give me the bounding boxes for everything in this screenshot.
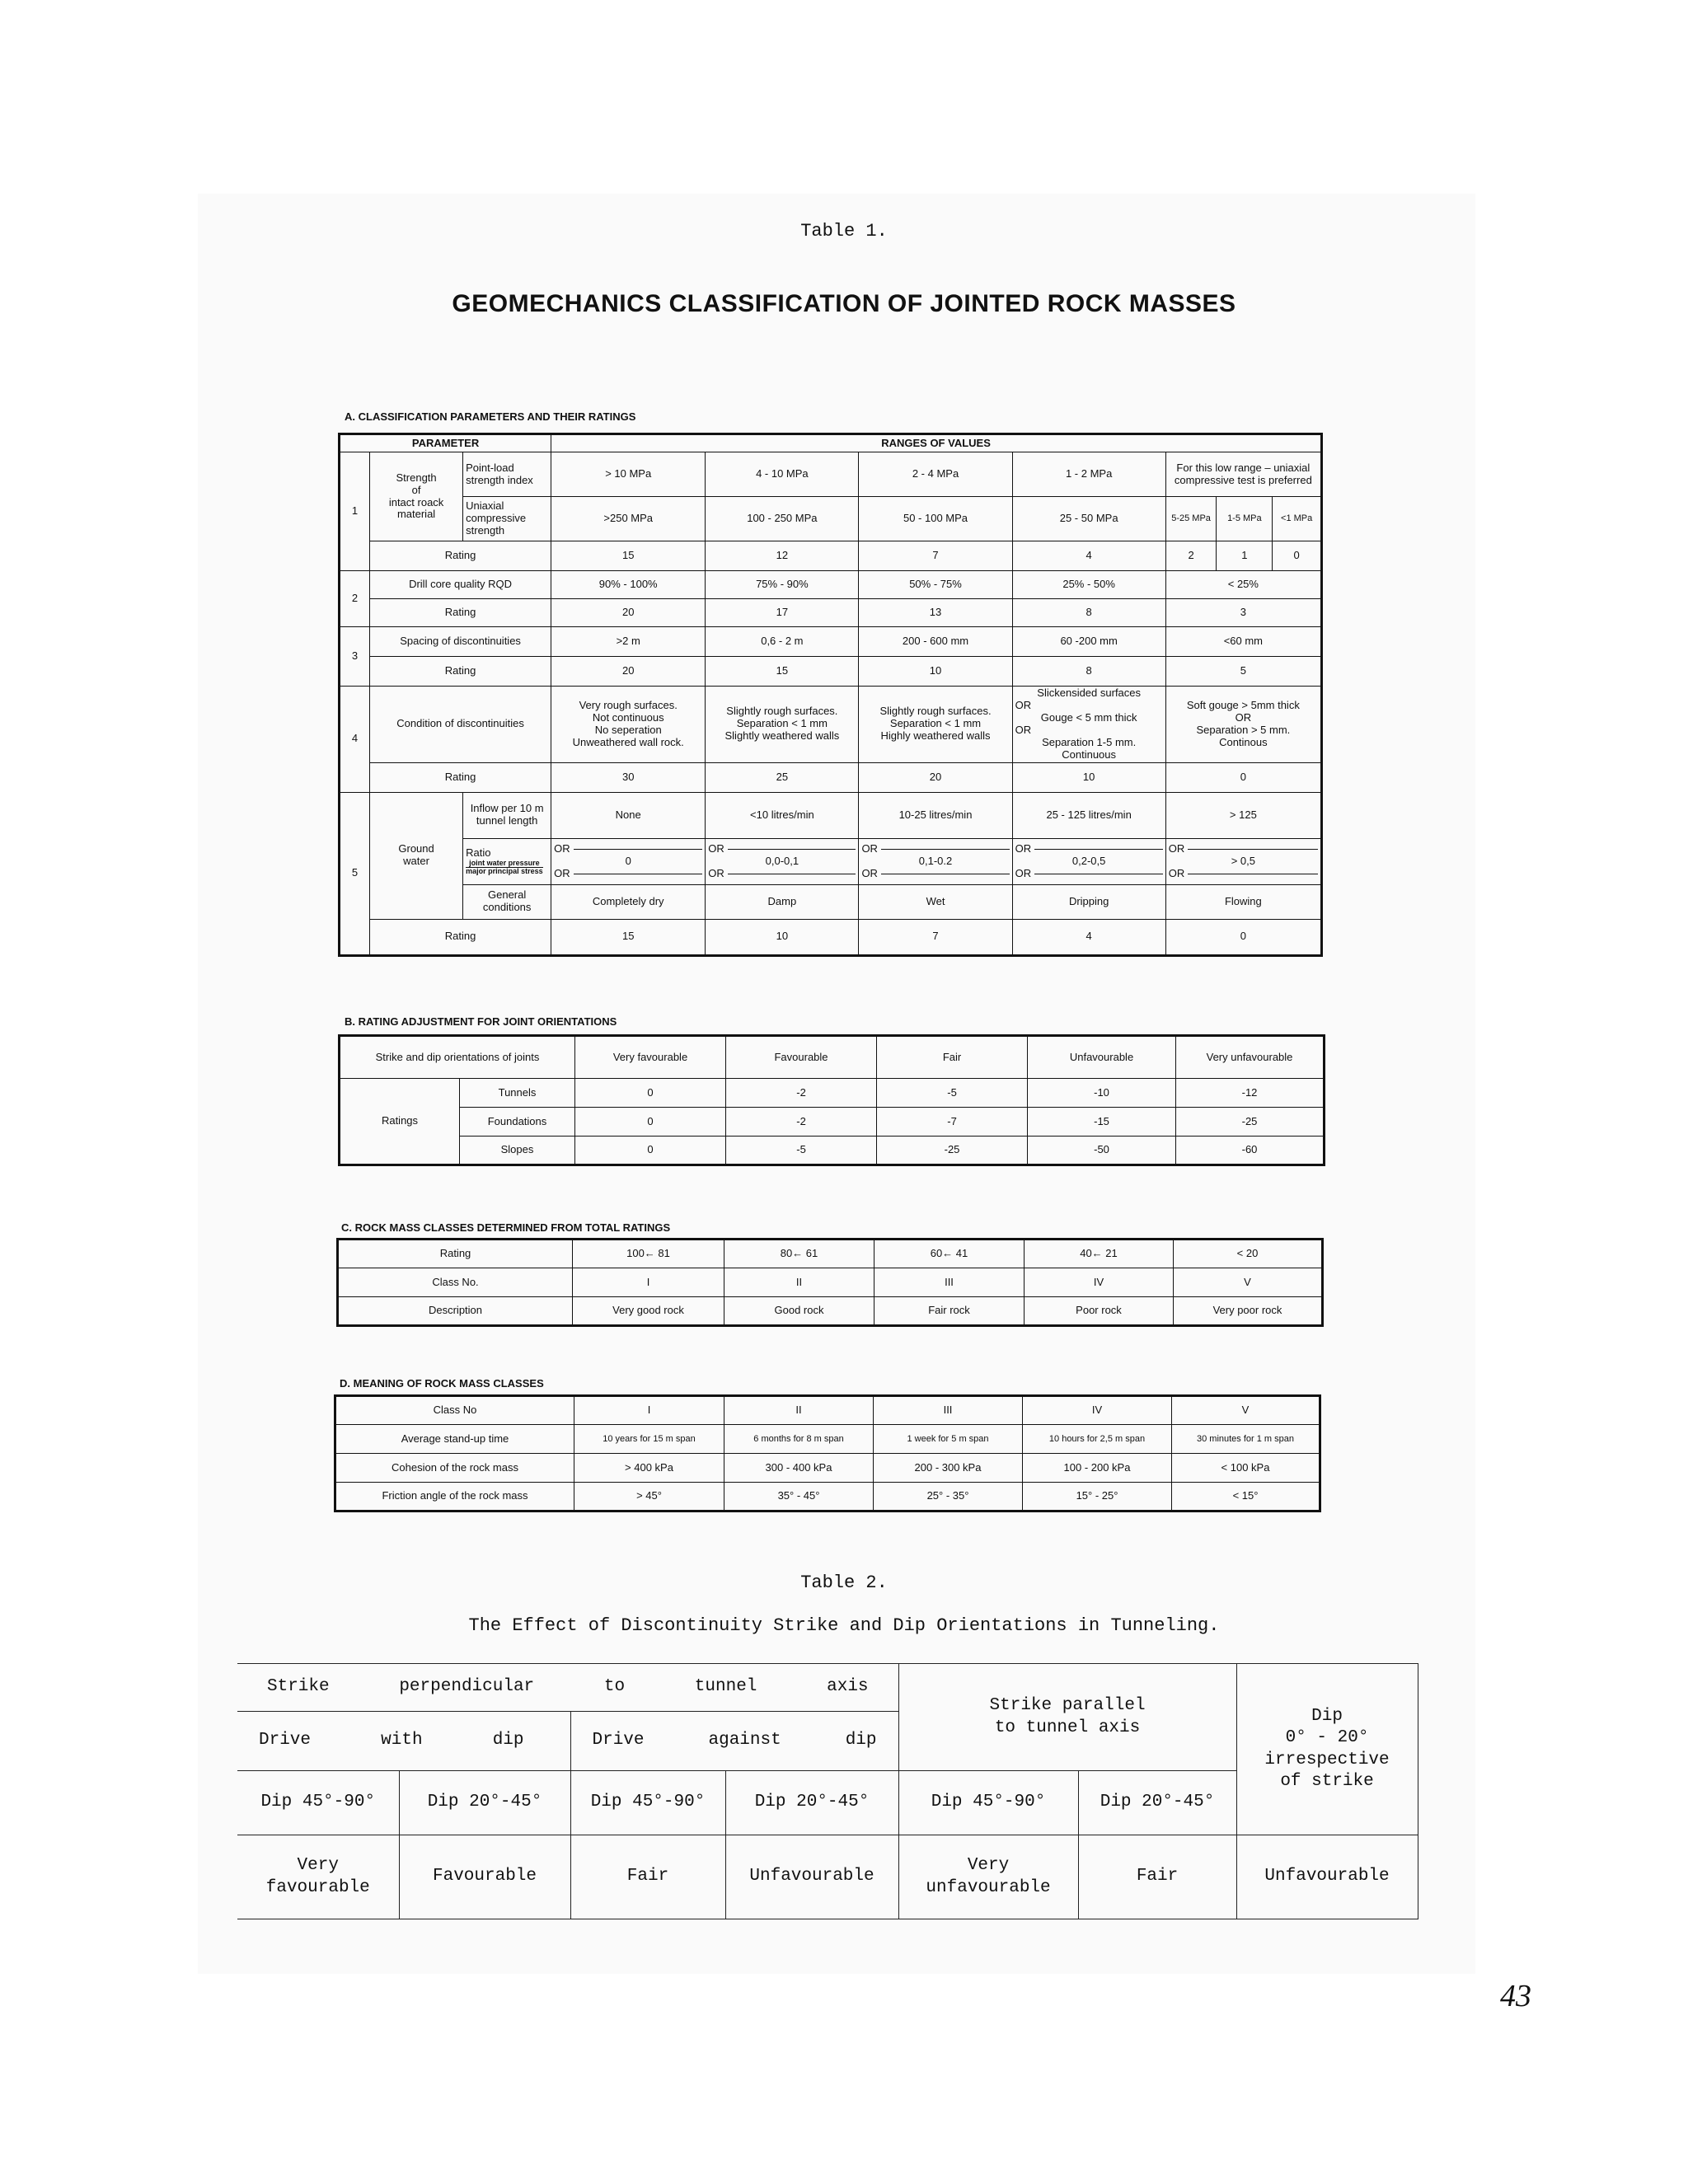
inflow-value: <10 litres/min	[706, 792, 859, 838]
general-value: Dripping	[1012, 884, 1165, 919]
param-number: 4	[340, 687, 370, 793]
meaning-of-classes-table	[334, 1394, 1321, 1512]
adjustment-value: -5	[726, 1137, 877, 1165]
ratio-value: OR 0,0-0,1 OR	[706, 838, 859, 884]
spacing-value: 0,6 - 2 m	[706, 627, 859, 657]
row-label: Slopes	[460, 1137, 575, 1165]
inflow-value: 10-25 litres/min	[859, 792, 1012, 838]
parameter-header: PARAMETER	[340, 434, 551, 452]
condition-value: Slightly rough surfaces. Separation < 1 mm Highly weathered walls	[859, 687, 1012, 763]
rating-value: 15	[551, 919, 706, 955]
row-label: Class No	[335, 1396, 574, 1425]
ucs-label: Uniaxial compressive strength	[463, 497, 551, 541]
condition-value: Soft gouge > 5mm thick OR Separation > 5 mm. Continous	[1165, 687, 1321, 763]
rating-value: 3	[1165, 599, 1321, 627]
class-value: II	[724, 1268, 874, 1297]
dip-range: Dip 45°-90°	[898, 1771, 1078, 1835]
point-load-value: > 10 MPa	[551, 452, 706, 497]
rating-value: 1	[1217, 541, 1273, 571]
meaning-value: 15° - 25°	[1023, 1483, 1172, 1511]
rating-value: 17	[706, 599, 859, 627]
ratio-value: OR 0,2-0,5 OR	[1012, 838, 1165, 884]
ucs-low-value: <1 MPa	[1273, 497, 1322, 541]
ucs-low-value: 5-25 MPa	[1165, 497, 1217, 541]
adjustment-value: -50	[1028, 1137, 1176, 1165]
meaning-value: 6 months for 8 m span	[724, 1425, 874, 1454]
adjustment-value: -2	[726, 1079, 877, 1108]
condition-value: Slickensided surfaces OR Gouge < 5 mm thick OR Separation 1-5 mm. Continuous	[1012, 687, 1165, 763]
class-value: III	[874, 1268, 1025, 1297]
general-conditions-label: General conditions	[463, 884, 551, 919]
rating-label: Rating	[370, 657, 551, 687]
rating-value: 20	[859, 762, 1012, 792]
rating-value: 0	[1165, 762, 1321, 792]
ratio-value: OR > 0,5 OR	[1165, 838, 1321, 884]
param-number: 1	[340, 452, 370, 571]
rating-value: 0	[1273, 541, 1322, 571]
meaning-value: 200 - 300 kPa	[874, 1454, 1023, 1483]
rating-value: 5	[1165, 657, 1321, 687]
result: Fair	[1078, 1835, 1236, 1919]
rating-value: 15	[706, 657, 859, 687]
rating-value: 10	[1012, 762, 1165, 792]
adjustment-value: 0	[575, 1079, 726, 1108]
spacing-label: Spacing of discontinuities	[370, 627, 551, 657]
meaning-value: II	[724, 1396, 874, 1425]
param-number: 3	[340, 627, 370, 687]
row-label: Description	[338, 1297, 573, 1326]
rqd-label: Drill core quality RQD	[370, 571, 551, 599]
dip-range: Dip 20°-45°	[1078, 1771, 1236, 1835]
rating-label: Rating	[370, 919, 551, 955]
rating-value: 2	[1165, 541, 1217, 571]
row-label: Foundations	[460, 1108, 575, 1137]
table2-caption: Table 2.	[800, 1572, 888, 1593]
adjustment-value: -25	[877, 1137, 1028, 1165]
class-value: Very good rock	[573, 1297, 724, 1326]
page-number: 43	[1500, 1979, 1531, 2013]
ucs-value: 100 - 250 MPa	[706, 497, 859, 541]
table2-title: The Effect of Discontinuity Strike and Dip Orientations in Tunneling.	[468, 1615, 1220, 1636]
rqd-value: 75% - 90%	[706, 571, 859, 599]
strike-dip-header: Strike and dip orientations of joints	[340, 1036, 575, 1079]
joint-orientation-table	[338, 1034, 1325, 1166]
rating-value: 7	[859, 919, 1012, 955]
result: Fair	[570, 1835, 725, 1919]
section-d-heading: D. MEANING OF ROCK MASS CLASSES	[340, 1377, 544, 1390]
dip-range: Dip 45°-90°	[570, 1771, 725, 1835]
meaning-value: 100 - 200 kPa	[1023, 1454, 1172, 1483]
ratings-label: Ratings	[340, 1079, 460, 1165]
inflow-value: None	[551, 792, 706, 838]
adjustment-value: -25	[1176, 1108, 1325, 1137]
meaning-value: 25° - 35°	[874, 1483, 1023, 1511]
rating-value: 8	[1012, 599, 1165, 627]
meaning-value: III	[874, 1396, 1023, 1425]
row-label: Rating	[338, 1240, 573, 1268]
rating-value: 30	[551, 762, 706, 792]
rqd-value: 25% - 50%	[1012, 571, 1165, 599]
rock-mass-classes-table	[336, 1238, 1324, 1327]
condition-label: Condition of discontinuities	[370, 687, 551, 763]
meaning-value: < 100 kPa	[1172, 1454, 1320, 1483]
meaning-value: 300 - 400 kPa	[724, 1454, 874, 1483]
meaning-value: > 45°	[574, 1483, 724, 1511]
result: Unfavourable	[1236, 1835, 1418, 1919]
adjustment-value: 0	[575, 1108, 726, 1137]
adjustment-value: -2	[726, 1108, 877, 1137]
parallel-header: Strike parallel to tunnel axis	[898, 1664, 1236, 1771]
meaning-value: > 400 kPa	[574, 1454, 724, 1483]
table1-title: GEOMECHANICS CLASSIFICATION OF JOINTED ROCK MASSES	[452, 290, 1236, 317]
rating-value: 10	[859, 657, 1012, 687]
rating-label: Rating	[370, 762, 551, 792]
rating-value: 20	[551, 599, 706, 627]
rating-value: 20	[551, 657, 706, 687]
result: Very favourable	[237, 1835, 399, 1919]
classification-parameters-table	[338, 433, 1323, 957]
ratio-label-cell: Ratio $\frac{\text{joint water pressure}}{\text{major principal stress}}$	[463, 838, 551, 884]
strike-dip-effect-table	[237, 1663, 1418, 1919]
meaning-value: I	[574, 1396, 724, 1425]
result: Very unfavourable	[898, 1835, 1078, 1919]
point-load-value: 4 - 10 MPa	[706, 452, 859, 497]
column-header: Favourable	[726, 1036, 877, 1079]
inflow-value: > 125	[1165, 792, 1321, 838]
rqd-value: < 25%	[1165, 571, 1321, 599]
ucs-value: >250 MPa	[551, 497, 706, 541]
adjustment-value: -12	[1176, 1079, 1325, 1108]
drive-against-dip: Drive against dip	[570, 1712, 898, 1771]
adjustment-value: -10	[1028, 1079, 1176, 1108]
adjustment-value: -15	[1028, 1108, 1176, 1137]
rating-label: Rating	[370, 541, 551, 571]
class-value: 100← 81	[573, 1240, 724, 1268]
column-header: Unfavourable	[1028, 1036, 1176, 1079]
rating-value: 4	[1012, 541, 1165, 571]
rqd-value: 90% - 100%	[551, 571, 706, 599]
low-range-note: For this low range – uniaxial compressive test is preferred	[1165, 452, 1321, 497]
param-number: 2	[340, 571, 370, 627]
rating-value: 0	[1165, 919, 1321, 955]
spacing-value: 60 -200 mm	[1012, 627, 1165, 657]
ground-water-label: Ground water	[370, 792, 463, 919]
point-load-value: 1 - 2 MPa	[1012, 452, 1165, 497]
meaning-value: V	[1172, 1396, 1320, 1425]
inflow-label: Inflow per 10 m tunnel length	[463, 792, 551, 838]
ucs-low-value: 1-5 MPa	[1217, 497, 1273, 541]
meaning-value: IV	[1023, 1396, 1172, 1425]
class-value: Good rock	[724, 1297, 874, 1326]
dip-range: Dip 20°-45°	[399, 1771, 570, 1835]
class-value: Poor rock	[1025, 1297, 1174, 1326]
spacing-value: >2 m	[551, 627, 706, 657]
ratio-value: OR 0 OR	[551, 838, 706, 884]
table1-caption: Table 1.	[800, 221, 888, 241]
condition-value: Slightly rough surfaces. Separation < 1 mm Slightly weathered walls	[706, 687, 859, 763]
class-value: I	[573, 1268, 724, 1297]
rating-value: 10	[706, 919, 859, 955]
point-load-value: 2 - 4 MPa	[859, 452, 1012, 497]
strength-label: Strength of intact roack material	[370, 452, 463, 541]
row-label: Cohesion of the rock mass	[335, 1454, 574, 1483]
column-header: Very unfavourable	[1176, 1036, 1325, 1079]
meaning-value: < 15°	[1172, 1483, 1320, 1511]
dip-range: Dip 20°-45°	[725, 1771, 898, 1835]
result: Favourable	[399, 1835, 570, 1919]
ratio-value: OR 0,1-0.2 OR	[859, 838, 1012, 884]
result: Unfavourable	[725, 1835, 898, 1919]
class-value: < 20	[1174, 1240, 1323, 1268]
row-label: Friction angle of the rock mass	[335, 1483, 574, 1511]
adjustment-value: -5	[877, 1079, 1028, 1108]
general-value: Flowing	[1165, 884, 1321, 919]
column-header: Fair	[877, 1036, 1028, 1079]
general-value: Completely dry	[551, 884, 706, 919]
drive-with-dip: Drive with dip	[237, 1712, 570, 1771]
ucs-value: 25 - 50 MPa	[1012, 497, 1165, 541]
rating-value: 13	[859, 599, 1012, 627]
rating-value: 12	[706, 541, 859, 571]
meaning-value: 1 week for 5 m span	[874, 1425, 1023, 1454]
section-c-heading: C. ROCK MASS CLASSES DETERMINED FROM TOTAL RATINGS	[341, 1221, 671, 1234]
class-value: Fair rock	[874, 1297, 1025, 1326]
param-number: 5	[340, 792, 370, 955]
ucs-value: 50 - 100 MPa	[859, 497, 1012, 541]
general-value: Damp	[706, 884, 859, 919]
class-value: 60← 41	[874, 1240, 1025, 1268]
section-a-heading: A. CLASSIFICATION PARAMETERS AND THEIR RATINGS	[345, 410, 636, 423]
dip-any-header: Dip 0° - 20° irrespective of strike	[1236, 1664, 1418, 1835]
meaning-value: 10 years for 15 m span	[574, 1425, 724, 1454]
column-header: Very favourable	[575, 1036, 726, 1079]
spacing-value: <60 mm	[1165, 627, 1321, 657]
class-value: 40← 21	[1025, 1240, 1174, 1268]
rating-value: 4	[1012, 919, 1165, 955]
ranges-header: RANGES OF VALUES	[551, 434, 1322, 452]
rating-value: 15	[551, 541, 706, 571]
rating-value: 7	[859, 541, 1012, 571]
rating-value: 8	[1012, 657, 1165, 687]
rating-value: 25	[706, 762, 859, 792]
row-label: Average stand-up time	[335, 1425, 574, 1454]
section-b-heading: B. RATING ADJUSTMENT FOR JOINT ORIENTATIONS	[345, 1015, 617, 1028]
class-value: IV	[1025, 1268, 1174, 1297]
adjustment-value: -7	[877, 1108, 1028, 1137]
rqd-value: 50% - 75%	[859, 571, 1012, 599]
condition-value: Very rough surfaces. Not continuous No seperation Unweathered wall rock.	[551, 687, 706, 763]
general-value: Wet	[859, 884, 1012, 919]
meaning-value: 35° - 45°	[724, 1483, 874, 1511]
dip-range: Dip 45°-90°	[237, 1771, 399, 1835]
row-label: Tunnels	[460, 1079, 575, 1108]
point-load-label: Point-load strength index	[463, 452, 551, 497]
spacing-value: 200 - 600 mm	[859, 627, 1012, 657]
perpendicular-header: Strike perpendicular to tunnel axis	[237, 1664, 898, 1712]
inflow-value: 25 - 125 litres/min	[1012, 792, 1165, 838]
adjustment-value: -60	[1176, 1137, 1325, 1165]
class-value: V	[1174, 1268, 1323, 1297]
class-value: Very poor rock	[1174, 1297, 1323, 1326]
meaning-value: 30 minutes for 1 m span	[1172, 1425, 1320, 1454]
row-label: Class No.	[338, 1268, 573, 1297]
rating-label: Rating	[370, 599, 551, 627]
adjustment-value: 0	[575, 1137, 726, 1165]
meaning-value: 10 hours for 2,5 m span	[1023, 1425, 1172, 1454]
class-value: 80← 61	[724, 1240, 874, 1268]
